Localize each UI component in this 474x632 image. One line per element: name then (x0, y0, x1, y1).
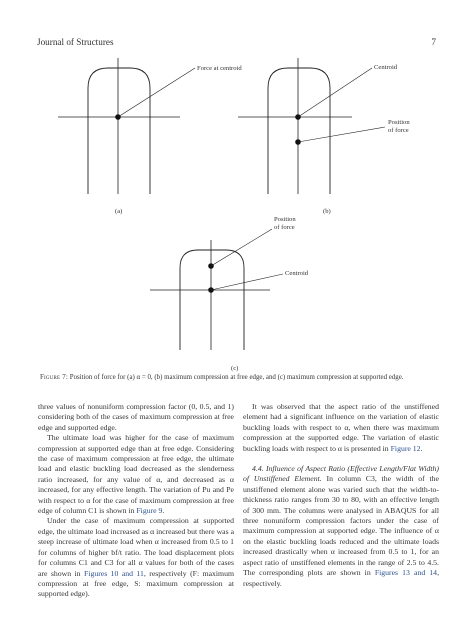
right-column (243, 402, 439, 589)
left-column (38, 402, 234, 600)
callout-position-c: Position (274, 216, 296, 223)
panel-c (150, 216, 309, 372)
section-4-4 (243, 464, 439, 589)
left-paragraph-3 (38, 516, 234, 599)
panel-label-b: (b) (323, 208, 331, 215)
section-title: Influence of Aspect Ratio (Effective Length/Flat Width) of Unstiffened Element. (243, 464, 439, 484)
left-paragraph-2-text: The ultimate load was higher for the case of maximum compression at supported edge than at free edge. Considering the case of maximum compression at free edge, the ultimate load and elastic buckling load decreased as the slenderness ratio increased, for any value of α, and decreased as α increased, for any effective length. The variation of Pu and Pe with respect to α for the case of maximum compression at free edge of column C1 is shown in (38, 433, 234, 516)
caption-text: Position of force for (a) α = 0, (b) maximum compression at free edge, and (c) maximum compression at supported edge. (69, 374, 404, 381)
callout-centroid-c: Centroid (285, 270, 309, 277)
running-header-journal: Journal of Structures (37, 37, 114, 47)
left-paragraph-3-end: , respectively (F: maximum compression at free edge, S: maximum compression at supported edge). (38, 568, 234, 599)
callout-centroid-b: Centroid (374, 64, 398, 71)
caption-label: Figure 7: (40, 374, 68, 381)
figures-10-11-link[interactable]: Figures 10 and 11 (83, 568, 144, 578)
left-paragraph-1: three values of nonuniform compression factor (0, 0.5, and 1) considering both of the cases of maximum compression at free edge and supported edge. (38, 402, 234, 432)
figure-caption (40, 374, 440, 383)
callout-force-at-centroid: Force at centroid (197, 65, 242, 72)
callout-of-force-b: of force (388, 127, 409, 134)
panel-a (58, 58, 242, 215)
left-paragraph-2-end: . (162, 506, 165, 516)
figure-12-link[interactable]: Figure 12 (390, 443, 421, 453)
callout-line-centroid-c (211, 274, 283, 290)
section-number: 4.4. (252, 464, 264, 474)
panel-label-c: (c) (231, 365, 239, 372)
callout-line-a (118, 68, 195, 117)
panel-b (238, 58, 410, 215)
page-number: 7 (431, 37, 436, 47)
right-paragraph-2-text: In column C3, the width of the unstiffened element alone was varied such that the width-to-thickness ratio ranges from 30 to 80, with an effective length of 300 mm. The columns were analysed in ABAQUS for all three nonuniform compression factors under the case of maximum compression at supported edge. The influence of α on the elastic buckling loads reduced and the ultimate loads increased drastically when α increased from 0.5 to 1, for an aspect ratio of unstiffened elements in the range of 2.5 to 4.5. The corresponding plots are shown in (243, 474, 439, 578)
right-paragraph-1-end: . (420, 443, 423, 453)
right-paragraph-1 (243, 402, 439, 454)
callout-line-force-b (298, 127, 385, 142)
figures-13-14-link[interactable]: Figures 13 and 14 (374, 568, 438, 578)
callout-of-force-c: of force (274, 224, 295, 231)
section-outline-a (88, 68, 150, 194)
left-paragraph-3-text: Under the case of maximum compression at supported edge, the ultimate load increased as α increased but there was a steep increase of ultimate load when α increased from 0.5 to 1 for columns of higher bf/t ratio. The load displacement plots for columns C1 and C3 for all α values for both of the cases are shown in (38, 516, 235, 578)
callout-line-force-c (211, 229, 272, 266)
left-paragraph-2 (38, 433, 234, 516)
right-paragraph-1-text: It was observed that the aspect ratio of the unstiffened element had a significant influence on the variation of elastic buckling loads with respect to α, when there was maximum compression at the supported edge. The variation of elastic buckling loads with respect to α is presented in (243, 402, 439, 453)
right-paragraph-2-end: , respectively. (243, 568, 439, 588)
callout-position-b: Position (388, 119, 410, 126)
panel-label-a: (a) (115, 208, 123, 215)
figure-9-link[interactable]: Figure 9 (136, 506, 163, 516)
section-outline-b (268, 68, 330, 194)
callout-line-centroid-b (298, 68, 372, 117)
